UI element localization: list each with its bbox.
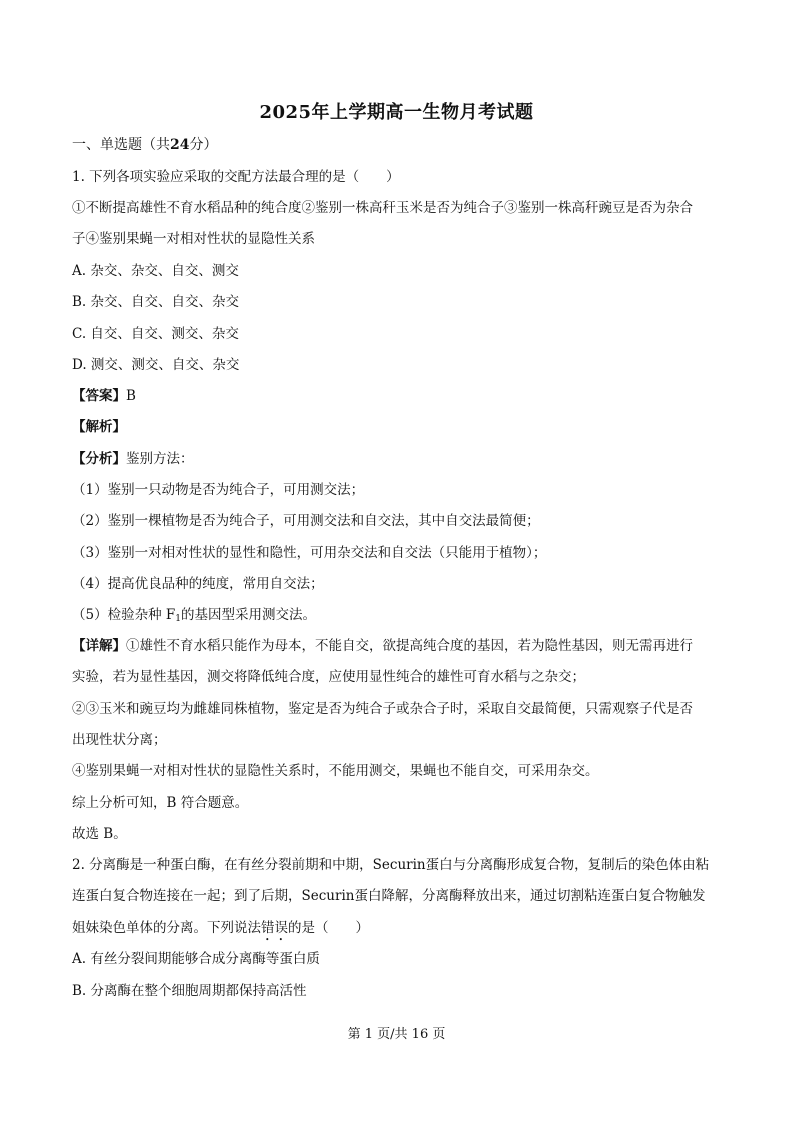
q2-stem-line-1: 2. 分离酶是一种蛋白酶，在有丝分裂前期和中期，Securin蛋白与分离酶形成复合物，复制后的染色体由粘: [72, 857, 710, 873]
q2-stem-text-a: 姐妹染色单体的分离。下列说法: [72, 920, 261, 936]
q1-analysis-tag: 【解析】: [72, 419, 126, 435]
q1-point-1: （1）鉴别一只动物是否为纯合子，可用测交法；: [72, 482, 365, 498]
q2-option-b: B. 分离酶在整个细胞周期都保持高活性: [72, 983, 307, 999]
q1-stem: 1. 下列各项实验应采取的交配方法最合理的是（ ）: [72, 169, 400, 185]
q1-detail-line-2: 实验，若为显性基因，测交将降低纯合度，应使用显性纯合的雄性可育水稻与之杂交；: [72, 669, 585, 685]
answer-tag: 【答案】: [72, 388, 126, 404]
q1-answer: [72, 386, 732, 406]
page-title: 2025年上学期高一生物月考试题: [259, 102, 534, 123]
section-score: 24: [170, 137, 190, 153]
q1-detail-line-3: ②③玉米和豌豆均为雌雄同株植物，鉴定是否为纯合子或杂合子时，采取自交最简便，只需观察子代是否: [72, 701, 693, 717]
q2-emphasis-word: 错误: [261, 920, 288, 936]
q1-point-3: （3）鉴别一对相对性状的显性和隐性，可用杂交法和自交法（只能用于植物）；: [72, 545, 547, 561]
fenxi-tag: 【分析】: [72, 451, 126, 467]
point-5-subscript: 1: [175, 614, 181, 624]
detail-tag: 【详解】: [72, 638, 126, 654]
q2-stem-line-3: [72, 918, 732, 944]
fenxi-text: 鉴别方法：: [126, 451, 194, 467]
q1-option-b: B. 杂交、自交、自交、杂交: [72, 294, 240, 310]
q1-detail-line-4: 出现性状分离；: [72, 732, 167, 748]
q1-option-a: A. 杂交、杂交、自交、测交: [72, 263, 239, 279]
q2-stem-line-2: 连蛋白复合物连接在一起；到了后期，Securin蛋白降解，分离酶释放出来，通过切割粘连蛋白复合物触发: [72, 888, 706, 904]
q1-items-line-2: 子④鉴别果蝇一对相对性状的显隐性关系: [72, 231, 315, 247]
answer-value: B: [126, 388, 136, 404]
q2-stem-text-b: 的是（ ）: [288, 920, 369, 936]
section-prefix: 一、单选题（共: [72, 137, 170, 153]
q1-option-c: C. 自交、自交、测交、杂交: [72, 326, 239, 342]
q1-conclusion: 综上分析可知，B 符合题意。: [72, 795, 249, 811]
q1-fenxi: [72, 449, 732, 469]
section-suffix: 分）: [189, 137, 218, 153]
point-5-text-b: 的基因型采用测交法。: [180, 607, 316, 623]
q1-point-5: [72, 605, 732, 629]
q2-option-a: A. 有丝分裂间期能够合成分离酶等蛋白质: [72, 951, 320, 967]
q1-detail-line-5: ④鉴别果蝇一对相对性状的显隐性关系时，不能用测交，果蝇也不能自交，可采用杂交。: [72, 763, 599, 779]
section-heading: [72, 135, 732, 155]
detail-text-1: ①雄性不育水稻只能作为母本，不能自交，欲提高纯合度的基因，若为隐性基因，则无需再进行: [126, 638, 693, 654]
q1-option-d: D. 测交、测交、自交、杂交: [72, 357, 240, 373]
page-footer: 第 1 页/共 16 页: [347, 1027, 446, 1042]
point-5-text-a: （5）检验杂种 F: [72, 607, 176, 623]
q1-items-line-1: ①不断提高雄性不育水稻品种的纯合度②鉴别一株高秆玉米是否为纯合子③鉴别一株高秆豌豆是否为杂合: [72, 200, 693, 216]
q1-point-2: （2）鉴别一棵植物是否为纯合子，可用测交法和自交法，其中自交法最简便；: [72, 513, 540, 529]
q1-detail-line-1: [72, 636, 732, 656]
q1-choose: 故选 B。: [72, 826, 127, 842]
q1-point-4: （4）提高优良品种的纯度，常用自交法；: [72, 576, 324, 592]
